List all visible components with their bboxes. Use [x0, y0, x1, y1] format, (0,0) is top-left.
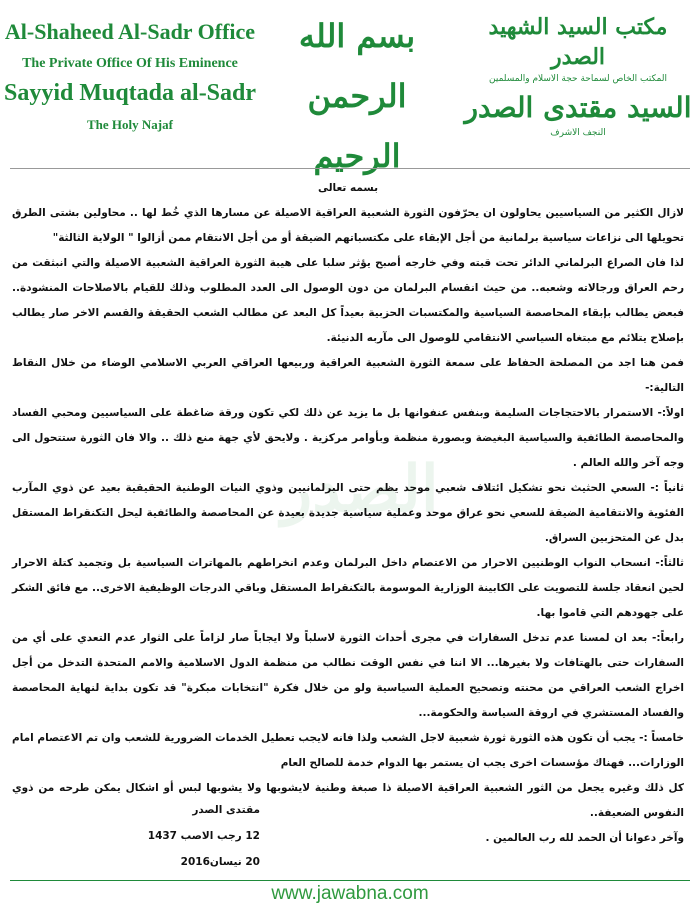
- paragraph: كل ذلك وغيره يجعل من الثور الشعبية العراقية الاصيلة ذا صبغة وطنية لايشوبها ولا يشوبها لبس أو اشكال يمكن طرحه من ذوي النفوس الضعيفة..: [12, 782, 684, 819]
- sayyid-name-ar: السيد مقتدى الصدر: [464, 91, 692, 124]
- footer-url[interactable]: www.jawabna.com: [271, 883, 429, 904]
- sayyid-name-en: Sayyid Muqtada al-Sadr: [3, 80, 257, 106]
- paragraph: اولاً:- الاستمرار بالاحتجاجات السليمة وبنفس عنفوانها بل ما يزيد عن ذلك لكي تكون ورقة ضاغطة على السياسيين ومحبي الفساد والمحاصصة الطائفية والسياسية البغيضة وبصورة منظمة وبأوامر مركزية . ولايحق لأي جهة منع ذلك .. والا فان الثورة ستتحول الى وجه آخر والله العالم .: [12, 407, 684, 469]
- paragraph: لذا فان الصراع البرلماني الدائر تحت قبته وفي خارجه أصبح يؤثر سلبا على هيبة الثورة العراقية الشعبية الاصيلة والتي انبثقت من رحم العراق ورجالاته وشعبه.. من حيث انقسام البرلمان من دون الوصول الى العدد المطلوب وذلك للقيام بالاصلاحات المنشودة.. فبعض يطالب بإبقاء المحاصصة السياسية والمكتسبات الحزبية بعيداً كل البعد عن مطالب الشعب الحقيقة والقسم الاخر صار يطالب بإصلاح يتلائم مع مبتغاه السياسي الانتقامي للوصول الى مآربه الدنيئة.: [12, 257, 684, 344]
- gregorian-date: 20 نيسان2016: [180, 856, 260, 868]
- basmala-calligraphy: بسم الله الرحمن الرحيم: [298, 17, 416, 175]
- najaf-ar: النجف الاشرف: [550, 128, 606, 138]
- najaf-en: The Holy Najaf: [87, 117, 173, 132]
- paragraph: ثانياً :- السعي الحثيث نحو تشكيل ائتلاف شعبي موحد يظم حتى البرلمانيين وذوي النيات الوطنية الحقيقية بعيد عن ذوي المآرب الفئوية والانتقامية الضيقة للسعي نحو عراق موحد وعملية سياسية جديدة بعيدة عن المحاصصة والطائفية ليحل التكنقراط المستقل بدل عن المتحزبين السراق.: [12, 482, 684, 544]
- hijri-date: 12 رجب الاصب 1437: [147, 830, 260, 842]
- paragraph: رابعاً:- بعد ان لمسنا عدم تدخل السفارات في مجرى أحداث الثورة لاسلباً ولا ايجاباً صار لزاماً على الثوار عدم التعدي على أي من السفارات حتى بالهتافات ولا بغيرها... الا اننا في نفس الوقت نطالب من منظمة الدول الاسلامية والامم المتحدة التدخل من أجل اخراج الشعب العراقي من محنته وتصحيح العملية السياسية ولو من خلال فكرة "انتخابات مبكرة" قد تكون بداية لنهاية المحاصصة والفساد المستشري في اروقة السياسة والحكومة...: [12, 632, 684, 719]
- private-office-ar: المكتب الخاص لسماحة حجة الاسلام والمسلمين: [489, 74, 667, 84]
- paragraph: لازال الكثير من السياسيين يحاولون ان يحرّفون الثورة الشعبية العراقية الاصيلة عن مسارها الذي خُط لها .. محاولين بشتى الطرق تحويلها الى نزاعات سياسية برلمانية من أجل الإبقاء على مكتسباتهم الضيقة أو من أجل الانتقام ممن أزالوا " الولاية الثالثة": [12, 207, 684, 244]
- header-divider: [10, 168, 690, 169]
- salutation: بسمه تعالى: [317, 182, 379, 194]
- signatory-name: مقتدى الصدر: [192, 804, 260, 816]
- private-office-en: The Private Office Of His Eminence: [22, 56, 238, 71]
- office-name-en: Al-Shaheed Al-Sadr Office: [4, 19, 256, 44]
- watermark-logo: الصدر: [281, 452, 439, 527]
- letter-body: [12, 176, 684, 851]
- paragraph: خامساً :- يجب أن تكون هذه الثورة ثورة شعبية لاجل الشعب ولذا فانه لايجب تعطيل الخدمات الضرورية للشعب وان تم الاعتصام امام الوزارات... فهناك مؤسسات اخرى يجب ان يستمر بها الدوام خدمة للصالح العام: [12, 732, 684, 769]
- english-letterhead: [0, 18, 260, 133]
- office-name-ar: مكتب السيد الشهيد الصدر: [488, 14, 668, 70]
- paragraph: ثالثاً:- انسحاب النواب الوطنيين الاحرار من الاعتصام داخل البرلمان وعدم انخراطهم بالمهاترات السياسية بل وتجميد كتلة الاحرار لحين انعقاد جلسة للتصويت على الكابينة الوزارية الموسومة بالتكنقراط المستقل وباقي الدرجات الوظيفية الاخرى.. مع فائق الشكر على جهودهم التي قاموا بها.: [12, 557, 684, 619]
- paragraph: وآخر دعوانا أن الحمد لله رب العالمين .: [485, 832, 684, 844]
- paragraph: فمن هنا اجد من المصلحة الحفاظ على سمعة الثورة الشعبية العراقية وربيعها العراقي العربي الاسلامي الوضاء من خلال النقاط التالية:-: [12, 357, 684, 394]
- letterhead: [0, 0, 700, 175]
- arabic-letterhead: [460, 12, 696, 138]
- footer-divider: [10, 880, 690, 881]
- signature-block: [120, 797, 260, 875]
